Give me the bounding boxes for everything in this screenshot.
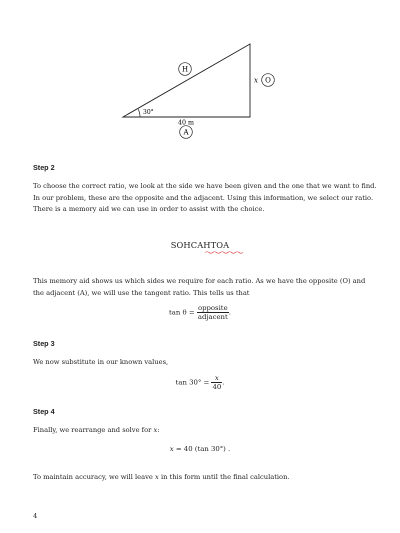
step-3-text: We now substitute in our known values,: [33, 358, 169, 366]
formula-end: .: [222, 378, 225, 387]
formula-var: x: [169, 445, 174, 453]
triangle-outline: [123, 44, 250, 117]
fraction-denominator: adjacent: [197, 313, 228, 321]
opp-var: x: [254, 76, 258, 85]
text-suffix: :: [157, 426, 160, 434]
variable-x: x: [155, 473, 159, 481]
formula-lhs: tan θ =: [169, 308, 195, 317]
page-number: 4: [33, 512, 38, 520]
memory-aid-acronym: SOHCAHTOA: [170, 240, 230, 250]
formula-lhs: tan 30° =: [175, 378, 210, 387]
opp-label: O: [265, 76, 271, 85]
formula-rest: = 40 (tan 30°) .: [175, 445, 231, 453]
text-prefix: Finally, we rearrange and solve for: [33, 426, 152, 434]
text-suffix: in this form until the final calculation.: [160, 473, 290, 481]
variable-x: x: [153, 426, 158, 434]
fraction-numerator: x: [214, 374, 219, 382]
spellcheck-underline: [199, 251, 249, 254]
triangle-diagram: [0, 0, 400, 150]
fraction-numerator: opposite: [197, 304, 228, 312]
ratio-fraction: [197, 304, 229, 321]
paragraph-line: the adjacent (A), we will use the tangent ratio. This tells us that: [33, 288, 250, 297]
angle-arc: [138, 109, 140, 117]
tangent-formula: [0, 304, 400, 321]
angle-label: 30°: [143, 109, 154, 116]
step-4-text: [33, 425, 378, 437]
step-2-heading: Step 2: [33, 163, 55, 172]
solution-formula: [0, 445, 400, 453]
substitution-fraction: [211, 374, 225, 391]
tangent-paragraph: [33, 276, 378, 299]
text-prefix: To maintain accuracy, we will leave: [33, 473, 153, 481]
step-3-heading: Step 3: [33, 339, 55, 348]
adj-label: A: [183, 128, 189, 137]
closing-text: [33, 472, 378, 484]
fraction-denominator: 40: [212, 383, 222, 391]
step-4-heading: Step 4: [33, 407, 55, 416]
substitution-formula: [0, 374, 400, 391]
formula-end: .: [228, 308, 231, 317]
paragraph-line: In our problem, these are the opposite and the adjacent. Using this information, we select our ratio.: [33, 193, 374, 202]
step-2-paragraph: [33, 181, 378, 216]
paragraph-line: There is a memory aid we can use in order to assist with the choice.: [33, 205, 265, 213]
adj-measure: 40 m: [178, 119, 194, 127]
paragraph-line: To choose the correct ratio, we look at the side we have been given and the one that we want to find.: [33, 182, 377, 190]
paragraph-line: This memory aid shows us which sides we require for each ratio. As we have the opposite (O) and: [33, 277, 366, 285]
hyp-label: H: [181, 65, 189, 74]
